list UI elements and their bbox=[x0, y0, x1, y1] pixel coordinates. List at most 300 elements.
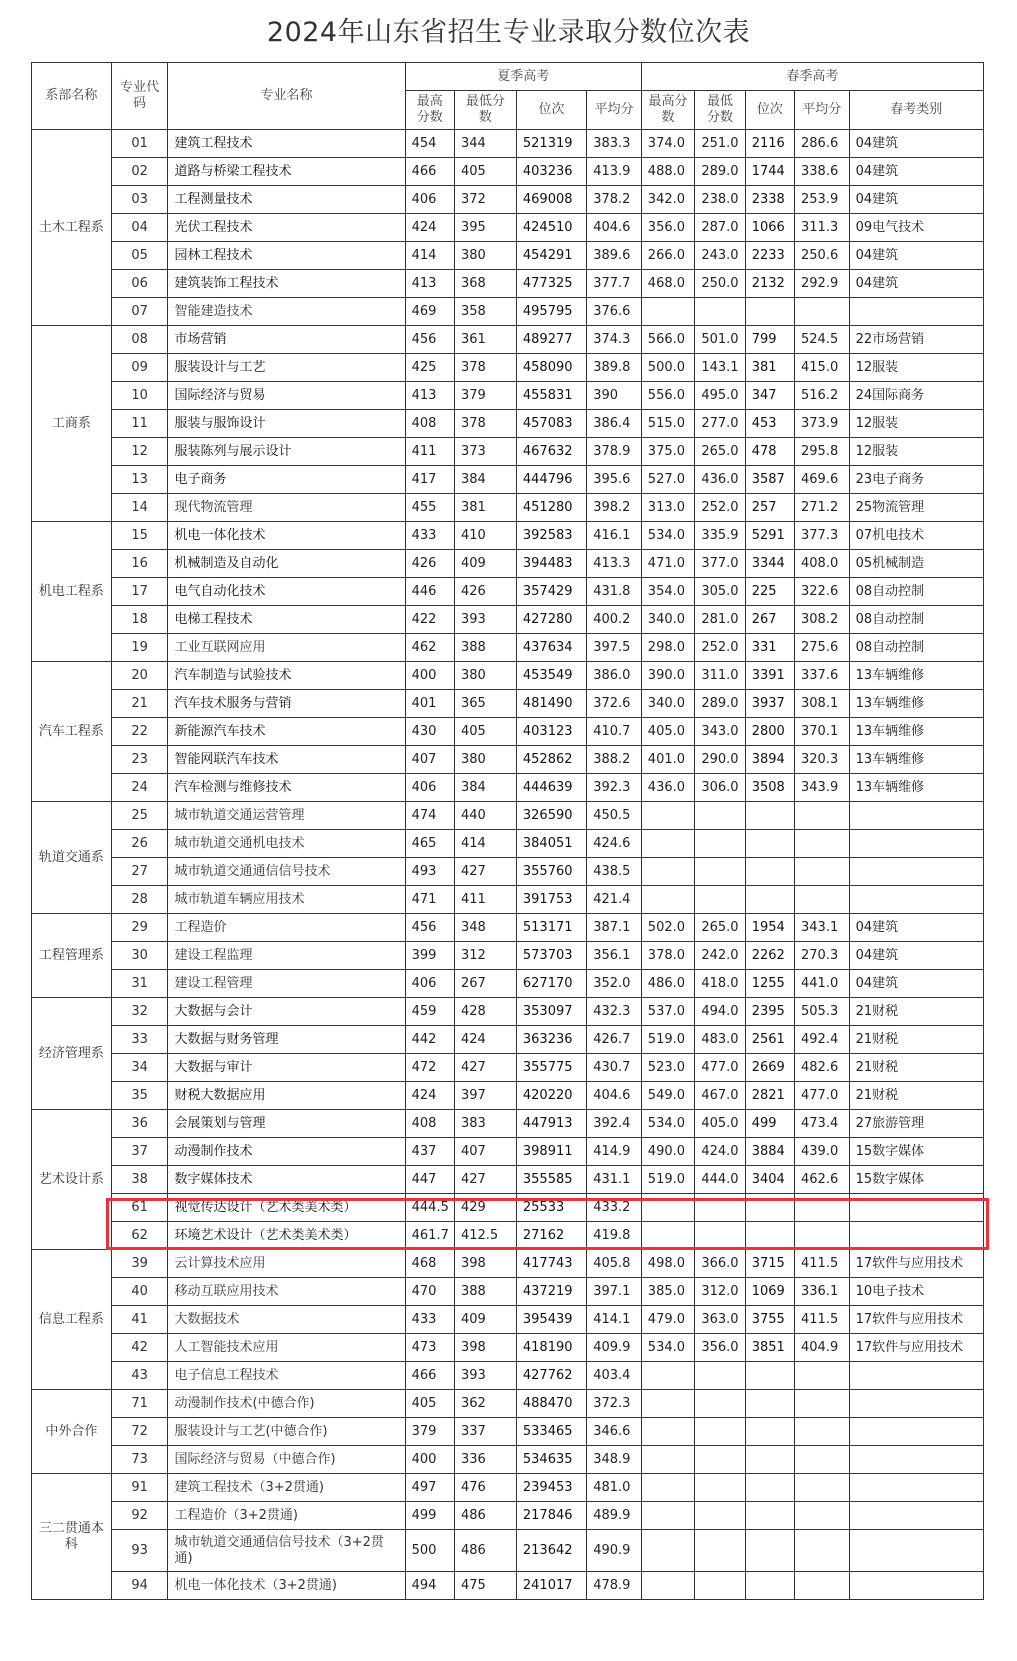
summer-max-cell: 442 bbox=[405, 1026, 454, 1054]
spring-rank-cell: 2821 bbox=[745, 1082, 794, 1110]
spring-max-cell: 356.0 bbox=[641, 214, 695, 242]
spring-max-cell bbox=[641, 1222, 695, 1250]
spring-category-cell bbox=[849, 1474, 983, 1502]
summer-avg-cell: 414.9 bbox=[587, 1138, 642, 1166]
spring-rank-cell: 347 bbox=[745, 382, 794, 410]
major-cell: 大数据与审计 bbox=[168, 1054, 405, 1082]
table-row bbox=[32, 1250, 984, 1278]
summer-max-cell: 426 bbox=[405, 550, 454, 578]
spring-max-cell: 523.0 bbox=[641, 1054, 695, 1082]
summer-min-cell: 428 bbox=[454, 998, 516, 1026]
major-cell: 机电一体化技术 bbox=[168, 522, 405, 550]
summer-avg-cell: 389.8 bbox=[587, 354, 642, 382]
summer-rank-cell: 437219 bbox=[516, 1278, 586, 1306]
spring-avg-cell: 473.4 bbox=[795, 1110, 850, 1138]
summer-max-cell: 462 bbox=[405, 634, 454, 662]
spring-avg-cell: 271.2 bbox=[795, 494, 850, 522]
spring-min-cell: 356.0 bbox=[695, 1334, 745, 1362]
summer-min-cell: 388 bbox=[454, 1278, 516, 1306]
spring-avg-cell: 411.5 bbox=[795, 1306, 850, 1334]
summer-max-cell: 433 bbox=[405, 522, 454, 550]
code-cell: 10 bbox=[111, 382, 168, 410]
spring-avg-cell: 373.9 bbox=[795, 410, 850, 438]
summer-min-cell: 398 bbox=[454, 1250, 516, 1278]
summer-max-cell: 469 bbox=[405, 298, 454, 326]
code-cell: 24 bbox=[111, 774, 168, 802]
spring-category-cell: 13车辆维修 bbox=[849, 662, 983, 690]
spring-category-cell: 13车辆维修 bbox=[849, 690, 983, 718]
major-cell: 国际经济与贸易（中德合作) bbox=[168, 1446, 405, 1474]
spring-category-cell: 25物流管理 bbox=[849, 494, 983, 522]
spring-rank-cell: 499 bbox=[745, 1110, 794, 1138]
spring-category-cell: 04建筑 bbox=[849, 158, 983, 186]
spring-max-cell: 354.0 bbox=[641, 578, 695, 606]
score-table bbox=[31, 62, 984, 1600]
summer-min-cell: 373 bbox=[454, 438, 516, 466]
summer-max-cell: 405 bbox=[405, 1390, 454, 1418]
spring-max-cell: 385.0 bbox=[641, 1278, 695, 1306]
spring-avg-cell bbox=[795, 1362, 850, 1390]
summer-min-cell: 486 bbox=[454, 1502, 516, 1530]
summer-max-cell: 455 bbox=[405, 494, 454, 522]
summer-max-cell: 474 bbox=[405, 802, 454, 830]
summer-rank-cell: 427762 bbox=[516, 1362, 586, 1390]
summer-max-cell: 413 bbox=[405, 270, 454, 298]
spring-max-cell: 405.0 bbox=[641, 718, 695, 746]
spring-min-cell: 305.0 bbox=[695, 578, 745, 606]
header-spring-max: 最高分数 bbox=[641, 91, 695, 130]
spring-category-cell: 08自动控制 bbox=[849, 606, 983, 634]
spring-avg-cell bbox=[795, 1418, 850, 1446]
table-row bbox=[32, 942, 984, 970]
summer-max-cell: 456 bbox=[405, 914, 454, 942]
table-row bbox=[32, 242, 984, 270]
spring-min-cell: 250.0 bbox=[695, 270, 745, 298]
spring-max-cell: 500.0 bbox=[641, 354, 695, 382]
major-cell: 建筑工程技术 bbox=[168, 130, 405, 158]
table-row bbox=[32, 1502, 984, 1530]
summer-avg-cell: 397.5 bbox=[587, 634, 642, 662]
spring-avg-cell: 377.3 bbox=[795, 522, 850, 550]
table-row bbox=[32, 410, 984, 438]
spring-avg-cell: 404.9 bbox=[795, 1334, 850, 1362]
table-row bbox=[32, 998, 984, 1026]
table-row bbox=[32, 886, 984, 914]
table-row bbox=[32, 774, 984, 802]
code-cell: 42 bbox=[111, 1334, 168, 1362]
code-cell: 14 bbox=[111, 494, 168, 522]
spring-max-cell: 390.0 bbox=[641, 662, 695, 690]
summer-avg-cell: 413.3 bbox=[587, 550, 642, 578]
spring-avg-cell: 411.5 bbox=[795, 1250, 850, 1278]
spring-max-cell bbox=[641, 858, 695, 886]
summer-max-cell: 466 bbox=[405, 1362, 454, 1390]
summer-avg-cell: 431.1 bbox=[587, 1166, 642, 1194]
table-row bbox=[32, 1166, 984, 1194]
spring-avg-cell: 338.6 bbox=[795, 158, 850, 186]
code-cell: 28 bbox=[111, 886, 168, 914]
spring-rank-cell bbox=[745, 802, 794, 830]
spring-min-cell bbox=[695, 298, 745, 326]
spring-category-cell bbox=[849, 1446, 983, 1474]
summer-avg-cell: 387.1 bbox=[587, 914, 642, 942]
table-row bbox=[32, 1530, 984, 1572]
header-spring-min: 最低分数 bbox=[695, 91, 745, 130]
summer-rank-cell: 403236 bbox=[516, 158, 586, 186]
header-spring-category: 春考类别 bbox=[849, 91, 983, 130]
major-cell: 城市轨道交通通信信号技术 bbox=[168, 858, 405, 886]
code-cell: 07 bbox=[111, 298, 168, 326]
code-cell: 73 bbox=[111, 1446, 168, 1474]
spring-min-cell: 418.0 bbox=[695, 970, 745, 998]
spring-min-cell: 265.0 bbox=[695, 914, 745, 942]
header-spring-rank: 位次 bbox=[745, 91, 794, 130]
spring-category-cell: 04建筑 bbox=[849, 970, 983, 998]
summer-min-cell: 336 bbox=[454, 1446, 516, 1474]
summer-rank-cell: 420220 bbox=[516, 1082, 586, 1110]
major-cell: 汽车技术服务与营销 bbox=[168, 690, 405, 718]
summer-max-cell: 473 bbox=[405, 1334, 454, 1362]
major-cell: 工程造价（3+2贯通) bbox=[168, 1502, 405, 1530]
summer-max-cell: 417 bbox=[405, 466, 454, 494]
spring-avg-cell bbox=[795, 1530, 850, 1572]
spring-rank-cell: 453 bbox=[745, 410, 794, 438]
summer-min-cell: 397 bbox=[454, 1082, 516, 1110]
spring-rank-cell: 1744 bbox=[745, 158, 794, 186]
spring-category-cell: 21财税 bbox=[849, 1082, 983, 1110]
table-row bbox=[32, 494, 984, 522]
summer-rank-cell: 447913 bbox=[516, 1110, 586, 1138]
spring-max-cell bbox=[641, 1362, 695, 1390]
spring-min-cell: 343.0 bbox=[695, 718, 745, 746]
spring-min-cell: 243.0 bbox=[695, 242, 745, 270]
summer-max-cell: 401 bbox=[405, 690, 454, 718]
summer-avg-cell: 416.1 bbox=[587, 522, 642, 550]
summer-max-cell: 447 bbox=[405, 1166, 454, 1194]
dept-name-cell: 工商系 bbox=[32, 326, 112, 522]
dept-name-cell: 三二贯通本科 bbox=[32, 1474, 112, 1600]
summer-min-cell: 427 bbox=[454, 1054, 516, 1082]
summer-max-cell: 414 bbox=[405, 242, 454, 270]
dept-name-cell: 机电工程系 bbox=[32, 522, 112, 662]
table-row bbox=[32, 1138, 984, 1166]
spring-min-cell bbox=[695, 1390, 745, 1418]
spring-category-cell: 08自动控制 bbox=[849, 634, 983, 662]
spring-min-cell bbox=[695, 1194, 745, 1222]
spring-max-cell bbox=[641, 1418, 695, 1446]
spring-rank-cell: 478 bbox=[745, 438, 794, 466]
spring-avg-cell bbox=[795, 1222, 850, 1250]
major-cell: 服装与服饰设计 bbox=[168, 410, 405, 438]
summer-rank-cell: 627170 bbox=[516, 970, 586, 998]
major-cell: 城市轨道交通机电技术 bbox=[168, 830, 405, 858]
spring-min-cell: 501.0 bbox=[695, 326, 745, 354]
major-cell: 财税大数据应用 bbox=[168, 1082, 405, 1110]
summer-min-cell: 405 bbox=[454, 158, 516, 186]
spring-max-cell: 266.0 bbox=[641, 242, 695, 270]
summer-rank-cell: 481490 bbox=[516, 690, 586, 718]
summer-min-cell: 388 bbox=[454, 634, 516, 662]
spring-rank-cell: 2395 bbox=[745, 998, 794, 1026]
summer-max-cell: 411 bbox=[405, 438, 454, 466]
summer-min-cell: 378 bbox=[454, 410, 516, 438]
spring-avg-cell: 337.6 bbox=[795, 662, 850, 690]
spring-max-cell: 556.0 bbox=[641, 382, 695, 410]
spring-min-cell: 424.0 bbox=[695, 1138, 745, 1166]
table-row bbox=[32, 970, 984, 998]
spring-category-cell: 13车辆维修 bbox=[849, 774, 983, 802]
spring-avg-cell: 441.0 bbox=[795, 970, 850, 998]
spring-avg-cell: 524.5 bbox=[795, 326, 850, 354]
dept-name-cell: 汽车工程系 bbox=[32, 662, 112, 802]
major-cell: 市场营销 bbox=[168, 326, 405, 354]
spring-category-cell: 07机电技术 bbox=[849, 522, 983, 550]
spring-category-cell: 21财税 bbox=[849, 998, 983, 1026]
summer-avg-cell: 378.9 bbox=[587, 438, 642, 466]
spring-avg-cell: 462.6 bbox=[795, 1166, 850, 1194]
major-cell: 服装设计与工艺 bbox=[168, 354, 405, 382]
code-cell: 17 bbox=[111, 578, 168, 606]
major-cell: 大数据与会计 bbox=[168, 998, 405, 1026]
major-cell: 汽车制造与试验技术 bbox=[168, 662, 405, 690]
spring-avg-cell: 343.1 bbox=[795, 914, 850, 942]
table-row bbox=[32, 858, 984, 886]
spring-min-cell: 290.0 bbox=[695, 746, 745, 774]
spring-min-cell: 251.0 bbox=[695, 130, 745, 158]
code-cell: 25 bbox=[111, 802, 168, 830]
summer-avg-cell: 409.9 bbox=[587, 1334, 642, 1362]
summer-rank-cell: 534635 bbox=[516, 1446, 586, 1474]
spring-category-cell: 21财税 bbox=[849, 1054, 983, 1082]
summer-max-cell: 425 bbox=[405, 354, 454, 382]
summer-max-cell: 433 bbox=[405, 1306, 454, 1334]
spring-avg-cell: 469.6 bbox=[795, 466, 850, 494]
summer-avg-cell: 395.6 bbox=[587, 466, 642, 494]
summer-avg-cell: 403.4 bbox=[587, 1362, 642, 1390]
spring-category-cell bbox=[849, 298, 983, 326]
summer-avg-cell: 356.1 bbox=[587, 942, 642, 970]
spring-avg-cell: 250.6 bbox=[795, 242, 850, 270]
header-code: 专业代码 bbox=[111, 63, 168, 130]
spring-max-cell: 486.0 bbox=[641, 970, 695, 998]
spring-avg-cell: 320.3 bbox=[795, 746, 850, 774]
summer-avg-cell: 372.3 bbox=[587, 1390, 642, 1418]
summer-min-cell: 393 bbox=[454, 1362, 516, 1390]
summer-max-cell: 497 bbox=[405, 1474, 454, 1502]
summer-min-cell: 365 bbox=[454, 690, 516, 718]
spring-category-cell: 04建筑 bbox=[849, 130, 983, 158]
major-cell: 电子商务 bbox=[168, 466, 405, 494]
spring-avg-cell bbox=[795, 1446, 850, 1474]
summer-avg-cell: 424.6 bbox=[587, 830, 642, 858]
spring-rank-cell bbox=[745, 1474, 794, 1502]
code-cell: 36 bbox=[111, 1110, 168, 1138]
spring-min-cell: 143.1 bbox=[695, 354, 745, 382]
spring-category-cell: 15数字媒体 bbox=[849, 1166, 983, 1194]
spring-avg-cell: 482.6 bbox=[795, 1054, 850, 1082]
major-cell: 园林工程技术 bbox=[168, 242, 405, 270]
spring-rank-cell bbox=[745, 1222, 794, 1250]
spring-category-cell bbox=[849, 1222, 983, 1250]
dept-name-cell: 艺术设计系 bbox=[32, 1110, 112, 1250]
summer-max-cell: 379 bbox=[405, 1418, 454, 1446]
code-cell: 33 bbox=[111, 1026, 168, 1054]
spring-category-cell bbox=[849, 1530, 983, 1572]
summer-avg-cell: 398.2 bbox=[587, 494, 642, 522]
summer-avg-cell: 383.3 bbox=[587, 130, 642, 158]
spring-max-cell: 401.0 bbox=[641, 746, 695, 774]
spring-category-cell: 22市场营销 bbox=[849, 326, 983, 354]
spring-rank-cell bbox=[745, 1502, 794, 1530]
table-row bbox=[32, 1418, 984, 1446]
spring-category-cell: 24国际商务 bbox=[849, 382, 983, 410]
spring-min-cell: 405.0 bbox=[695, 1110, 745, 1138]
summer-max-cell: 407 bbox=[405, 746, 454, 774]
spring-min-cell: 289.0 bbox=[695, 158, 745, 186]
spring-rank-cell: 3344 bbox=[745, 550, 794, 578]
table-row bbox=[32, 270, 984, 298]
spring-avg-cell: 415.0 bbox=[795, 354, 850, 382]
spring-category-cell: 10电子技术 bbox=[849, 1278, 983, 1306]
code-cell: 35 bbox=[111, 1082, 168, 1110]
summer-avg-cell: 478.9 bbox=[587, 1572, 642, 1600]
spring-rank-cell: 3508 bbox=[745, 774, 794, 802]
spring-rank-cell bbox=[745, 1446, 794, 1474]
summer-max-cell: 499 bbox=[405, 1502, 454, 1530]
spring-rank-cell: 381 bbox=[745, 354, 794, 382]
major-cell: 工程测量技术 bbox=[168, 186, 405, 214]
spring-category-cell: 13车辆维修 bbox=[849, 746, 983, 774]
spring-avg-cell: 408.0 bbox=[795, 550, 850, 578]
major-cell: 电梯工程技术 bbox=[168, 606, 405, 634]
summer-min-cell: 379 bbox=[454, 382, 516, 410]
table-row bbox=[32, 690, 984, 718]
spring-max-cell: 502.0 bbox=[641, 914, 695, 942]
summer-max-cell: 399 bbox=[405, 942, 454, 970]
summer-avg-cell: 404.6 bbox=[587, 1082, 642, 1110]
major-cell: 建设工程监理 bbox=[168, 942, 405, 970]
spring-rank-cell bbox=[745, 1418, 794, 1446]
spring-min-cell bbox=[695, 1362, 745, 1390]
major-cell: 智能建造技术 bbox=[168, 298, 405, 326]
summer-min-cell: 414 bbox=[454, 830, 516, 858]
spring-rank-cell: 5291 bbox=[745, 522, 794, 550]
table-row bbox=[32, 1278, 984, 1306]
summer-max-cell: 437 bbox=[405, 1138, 454, 1166]
code-cell: 43 bbox=[111, 1362, 168, 1390]
spring-max-cell: 378.0 bbox=[641, 942, 695, 970]
table-row bbox=[32, 1474, 984, 1502]
summer-max-cell: 466 bbox=[405, 158, 454, 186]
spring-category-cell bbox=[849, 1194, 983, 1222]
spring-min-cell: 335.9 bbox=[695, 522, 745, 550]
spring-category-cell: 12服装 bbox=[849, 354, 983, 382]
summer-avg-cell: 388.2 bbox=[587, 746, 642, 774]
summer-max-cell: 471 bbox=[405, 886, 454, 914]
spring-rank-cell: 2116 bbox=[745, 130, 794, 158]
summer-avg-cell: 397.1 bbox=[587, 1278, 642, 1306]
spring-rank-cell: 3404 bbox=[745, 1166, 794, 1194]
code-cell: 26 bbox=[111, 830, 168, 858]
major-cell: 数字媒体技术 bbox=[168, 1166, 405, 1194]
table-row bbox=[32, 130, 984, 158]
table-row bbox=[32, 718, 984, 746]
spring-min-cell: 495.0 bbox=[695, 382, 745, 410]
spring-rank-cell bbox=[745, 1194, 794, 1222]
spring-avg-cell bbox=[795, 830, 850, 858]
spring-max-cell bbox=[641, 1530, 695, 1572]
major-cell: 机电一体化技术（3+2贯通) bbox=[168, 1572, 405, 1600]
table-row bbox=[32, 578, 984, 606]
spring-avg-cell bbox=[795, 802, 850, 830]
spring-avg-cell: 295.8 bbox=[795, 438, 850, 466]
spring-rank-cell: 3851 bbox=[745, 1334, 794, 1362]
page-title: 2024年山东省招生专业录取分数位次表 bbox=[266, 17, 751, 48]
major-cell: 动漫制作技术 bbox=[168, 1138, 405, 1166]
summer-min-cell: 312 bbox=[454, 942, 516, 970]
summer-max-cell: 408 bbox=[405, 410, 454, 438]
major-cell: 大数据与财务管理 bbox=[168, 1026, 405, 1054]
major-cell: 新能源汽车技术 bbox=[168, 718, 405, 746]
summer-avg-cell: 450.5 bbox=[587, 802, 642, 830]
header-spring: 春季高考 bbox=[641, 63, 983, 91]
spring-avg-cell bbox=[795, 1502, 850, 1530]
summer-max-cell: 413 bbox=[405, 382, 454, 410]
code-cell: 05 bbox=[111, 242, 168, 270]
major-cell: 光伏工程技术 bbox=[168, 214, 405, 242]
spring-category-cell: 17软件与应用技术 bbox=[849, 1250, 983, 1278]
spring-min-cell: 281.0 bbox=[695, 606, 745, 634]
spring-max-cell: 534.0 bbox=[641, 1110, 695, 1138]
spring-rank-cell bbox=[745, 858, 794, 886]
dept-name-cell: 轨道交通系 bbox=[32, 802, 112, 914]
summer-min-cell: 440 bbox=[454, 802, 516, 830]
spring-rank-cell bbox=[745, 830, 794, 858]
table-row bbox=[32, 326, 984, 354]
spring-category-cell bbox=[849, 1362, 983, 1390]
summer-rank-cell: 417743 bbox=[516, 1250, 586, 1278]
spring-rank-cell: 2132 bbox=[745, 270, 794, 298]
code-cell: 23 bbox=[111, 746, 168, 774]
summer-rank-cell: 458090 bbox=[516, 354, 586, 382]
table-row bbox=[32, 634, 984, 662]
summer-max-cell: 444.5 bbox=[405, 1194, 454, 1222]
summer-min-cell: 380 bbox=[454, 746, 516, 774]
summer-avg-cell: 419.8 bbox=[587, 1222, 642, 1250]
major-cell: 大数据技术 bbox=[168, 1306, 405, 1334]
spring-category-cell: 15数字媒体 bbox=[849, 1138, 983, 1166]
header-summer-rank: 位次 bbox=[516, 91, 586, 130]
summer-rank-cell: 457083 bbox=[516, 410, 586, 438]
header-summer-max: 最高分数 bbox=[405, 91, 454, 130]
spring-rank-cell: 3937 bbox=[745, 690, 794, 718]
summer-min-cell: 409 bbox=[454, 1306, 516, 1334]
code-cell: 29 bbox=[111, 914, 168, 942]
code-cell: 30 bbox=[111, 942, 168, 970]
summer-avg-cell: 390 bbox=[587, 382, 642, 410]
spring-avg-cell: 270.3 bbox=[795, 942, 850, 970]
table-row bbox=[32, 438, 984, 466]
header-major: 专业名称 bbox=[168, 63, 405, 130]
summer-max-cell: 459 bbox=[405, 998, 454, 1026]
spring-max-cell: 534.0 bbox=[641, 522, 695, 550]
table-row bbox=[32, 186, 984, 214]
spring-min-cell bbox=[695, 830, 745, 858]
code-cell: 38 bbox=[111, 1166, 168, 1194]
spring-min-cell bbox=[695, 802, 745, 830]
spring-min-cell bbox=[695, 1418, 745, 1446]
code-cell: 22 bbox=[111, 718, 168, 746]
